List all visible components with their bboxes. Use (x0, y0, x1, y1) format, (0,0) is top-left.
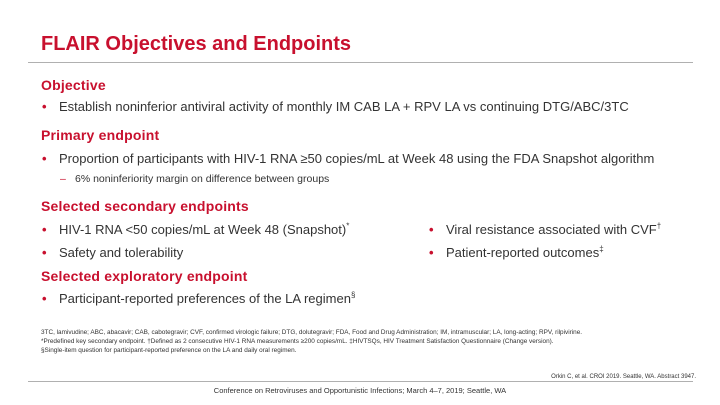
primary-sub-text: 6% noninferiority margin on difference between groups (75, 173, 330, 185)
secondary-text: Viral resistance associated with CVF (446, 222, 657, 237)
objective-bullet (42, 99, 629, 114)
objective-heading: Objective (41, 77, 106, 93)
definitions-note: *Predefined key secondary endpoint. †Defined as 2 consecutive HIV-1 RNA measurements ≥200 copies/mL. ‡HIVTSQs, HIV Treatment Satisfaction Questionnaire (Change version). (41, 338, 554, 345)
secondary-text: Safety and tolerability (59, 245, 184, 260)
secondary-left-item (42, 222, 349, 237)
secondary-right-item (429, 222, 661, 237)
slide-title: FLAIR Objectives and Endpoints (41, 33, 352, 55)
title-divider (28, 62, 693, 63)
single-item-note: §Single-item question for participant-reported preference on the LA and daily oral regimen. (41, 347, 297, 354)
primary-text: Proportion of participants with HIV-1 RNA ≥50 copies/mL at Week 48 using the FDA Snapshot algorithm (59, 151, 655, 166)
bullet-icon: • (429, 222, 434, 237)
secondary-heading: Selected secondary endpoints (41, 198, 249, 214)
abbreviations-note: 3TC, lamivudine; ABC, abacavir; CAB, cabotegravir; CVF, confirmed virologic failure; DTG, dolutegravir; FDA, Food and Drug Administration; IM, intramuscular; LA, long-acting; RPV, rilpivirine. (41, 329, 583, 336)
footnotes (41, 328, 681, 355)
footer-divider (28, 381, 693, 382)
secondary-text: HIV-1 RNA <50 copies/mL at Week 48 (Snapshot) (59, 222, 347, 237)
bullet-icon: • (42, 245, 47, 260)
secondary-text: Patient-reported outcomes (446, 245, 600, 260)
bullet-icon: • (429, 245, 434, 260)
exploratory-heading: Selected exploratory endpoint (41, 268, 248, 284)
footnote-mark: ‡ (599, 244, 604, 254)
footnote-mark: † (656, 221, 662, 231)
secondary-left-item (42, 245, 183, 260)
objective-text: Establish noninferior antiviral activity of monthly IM CAB LA + RPV LA vs continuing DTG/ABC/3TC (59, 99, 629, 114)
exploratory-text: Participant-reported preferences of the LA regimen (59, 291, 351, 306)
footnote-mark: * (346, 221, 350, 231)
exploratory-bullet (42, 291, 355, 306)
bullet-icon: • (42, 222, 47, 237)
primary-heading: Primary endpoint (41, 127, 160, 143)
footnote-mark: § (350, 290, 356, 300)
citation: Orkin C, et al. CROI 2019. Seattle, WA. Abstract 3947. (551, 374, 696, 380)
primary-sub-bullet (60, 173, 329, 185)
secondary-right-item (429, 245, 604, 260)
dash-icon: – (60, 173, 66, 185)
primary-bullet (42, 151, 654, 166)
bullet-icon: • (42, 291, 47, 306)
bullet-icon: • (42, 99, 47, 114)
conference-footer: Conference on Retroviruses and Opportunistic Infections; March 4–7, 2019; Seattle, WA (213, 386, 507, 395)
bullet-icon: • (42, 151, 47, 166)
